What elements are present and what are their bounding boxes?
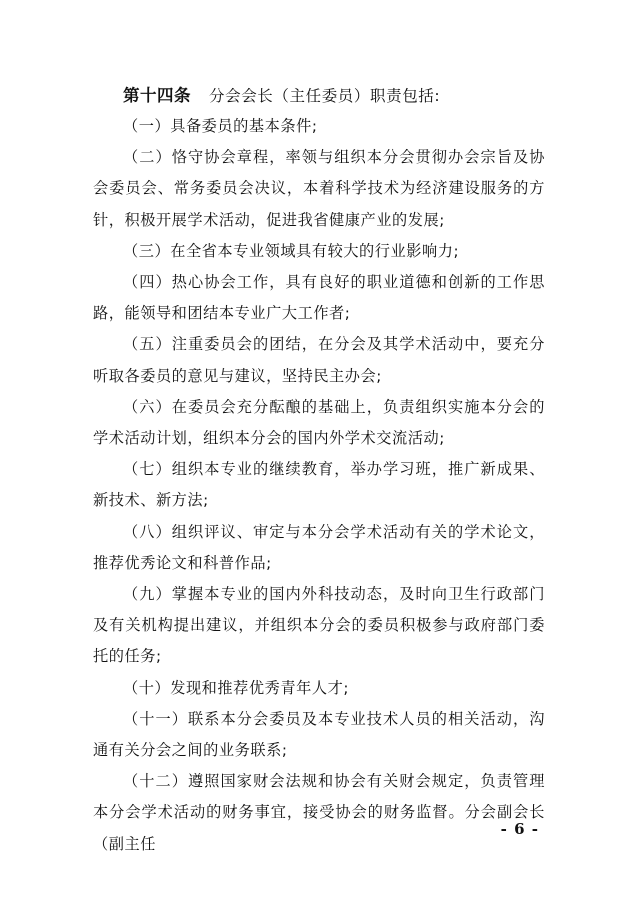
clause-item-9: （九）掌握本专业的国内外科技动态，及时向卫生行政部门及有关机构提出建议，并组织本分会的委员积极参与政府部门委托的任务; (93, 585, 545, 666)
clause-item-11: （十一）联系本分会委员及本专业技术人员的相关活动，沟通有关分会之间的业务联系; (93, 709, 545, 760)
clause-item-3: （三）在全省本专业领域具有较大的行业影响力; (123, 241, 460, 260)
article-number: 第十四条 (123, 86, 191, 105)
clause-item-2: （二）恪守协会章程，率领与组织本分会贯彻办会宗旨及协会委员会、常务委员会决议，本着科学技术为经济建设服务的方针，积极开展学术活动，促进我省健康产业的发展; (93, 148, 545, 229)
article-lead-text: 分会会长（主任委员）职责包括: (209, 87, 441, 105)
clause-item-10: （十）发现和推荐优秀青年人才; (123, 678, 349, 697)
clause-item-12: （十二）遵照国家财会法规和协会有关财会规定，负责管理本分会学术活动的财务事宜，接受协会的财务监督。分会副会长（副主任 (93, 772, 545, 853)
clause-item-6: （六）在委员会充分酝酿的基础上，负责组织实施本分会的学术活动计划，组织本分会的国内外学术交流活动; (93, 397, 545, 448)
page-number: - 6 - (500, 820, 539, 838)
clause-item-8: （八）组织评议、审定与本分会学术活动有关的学术论文，推荐优秀论文和科普作品; (93, 522, 545, 572)
clause-item-7: （七）组织本专业的继续教育，举办学习班，推广新成果、新技术、新方法; (93, 460, 545, 510)
clause-item-5: （五）注重委员会的团结，在分会及其学术活动中，要充分听取各委员的意见与建议，坚持民主办会; (93, 335, 545, 385)
clause-item-4: （四）热心协会工作，具有良好的职业道德和创新的工作思路，能领导和团结本专业广大工作者; (93, 273, 545, 323)
document-body (93, 80, 545, 860)
article-heading (93, 80, 545, 111)
clause-item-1: （一）具备委员的基本条件; (123, 117, 318, 135)
